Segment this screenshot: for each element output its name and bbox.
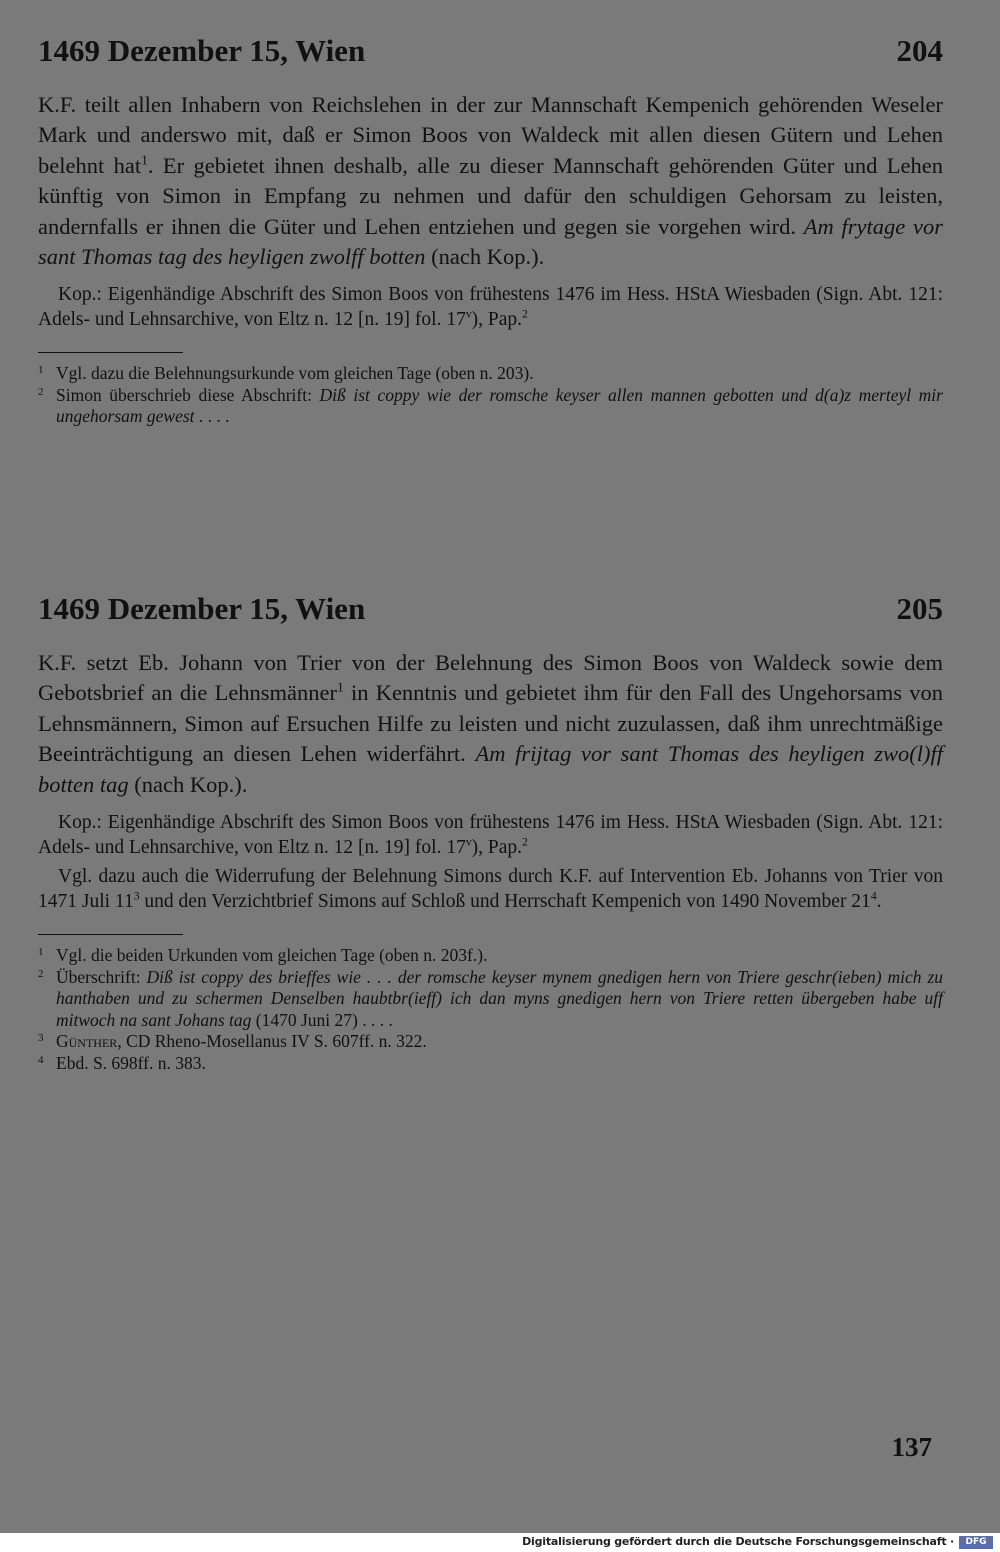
entry-date-place: 1469 Dezember 15, Wien: [38, 33, 366, 68]
footnote-number: 4: [38, 1053, 44, 1066]
footnote-number: 3: [38, 1032, 44, 1045]
footnotes: [38, 363, 943, 428]
footnote-number: 1: [38, 946, 44, 959]
footnote-number: 2: [38, 967, 44, 980]
footnote-ref: 1: [337, 679, 344, 695]
footnote: 1 Vgl. dazu die Belehnungsurkunde vom gleichen Tage (oben n. 203).: [38, 363, 943, 385]
remark-note: Vgl. dazu auch die Widerrufung der Belehnung Simons durch K.F. auf Intervention Eb. Johanns von Trier von 1471 Juli $11^3$ und den Verzichtbrief Simons auf Schloß und Herrschaft Kempenich von 1490 November $21^4$.: [38, 866, 943, 913]
footnote-ref: 2: [522, 835, 528, 849]
footnote-author: Günther: [56, 1031, 118, 1052]
dfg-logo-icon: DFG: [959, 1536, 993, 1549]
source-note: Kop.: Eigenhändige Abschrift des Simon Boos von frühestens 1476 im Hess. HStA Wiesbaden (Sign. Abt. 121: Adels- und Lehnsarchive, von Eltz n. 12 [n. 19] fol. 17$^v$), Pap.$^2$: [38, 284, 943, 331]
regest-text: K.F. teilt allen Inhabern von Reichslehen in der zur Mannschaft Kempenich gehörenden Weseler Mark und anderswo mit, daß er Simon Boos von Waldeck mit allen diesen Gütern und Lehen belehnt hat$^1$. Er gebietet ihnen deshalb, alle zu dieser Mannschaft gehörenden Güter und Lehen künftig von Simon in Empfang zu nehmen und dafür den schuldigen Gehorsam zu leisten, andernfalls er ihnen die Güter und Lehen entziehen und gegen sie vorgehen wird. Am frytage vor sant Thomas tag des heyligen zwolff botten (nach Kop.).: [38, 92, 943, 270]
entry-heading: [38, 588, 943, 630]
regest-dating-clause: Am frytage vor sant Thomas tag des heyligen zwolff botten: [38, 213, 943, 270]
footnote-divider: [38, 352, 183, 353]
entry-number: 204: [896, 33, 943, 68]
footnote-ref: 2: [522, 307, 528, 321]
footnote-number: 1: [38, 364, 44, 377]
footnote: 2 Simon überschrieb diese Abschrift: Diß ist coppy wie der romsche keyser allen mannen gebotten und d(a)z merteyl mir ungehorsam gewest . . . .: [38, 385, 943, 428]
regest-dating-clause: Am frijtag vor sant Thomas des heyligen zwo(l)ff botten tag: [38, 741, 943, 797]
source-note: Kop.: Eigenhändige Abschrift des Simon Boos von frühestens 1476 im Hess. HStA Wiesbaden (Sign. Abt. 121: Adels- und Lehnsarchive, von Eltz n. 12 [n. 19] fol. 17$^v$), Pap.$^2$: [38, 812, 943, 859]
footer-bar: [0, 1533, 1000, 1552]
footnote-ref: 4: [870, 889, 877, 903]
footnote: 3 Günther, CD Rheno-Mosellanus IV S. 607ff. n. 322.: [38, 1031, 943, 1053]
entry-205: [38, 588, 943, 1074]
footnote-ref: 3: [133, 889, 140, 903]
entry-date-place: 1469 Dezember 15, Wien: [38, 591, 366, 626]
footer-credit: Digitalisierung gefördert durch die Deutsche Forschungsgemeinschaft ·: [522, 1535, 954, 1548]
page-number: 137: [891, 1432, 932, 1462]
entry-204: [38, 30, 943, 428]
entry-number: 205: [896, 591, 943, 626]
footnote: 2 Überschrift: Diß ist coppy des brieffes wie . . . der romsche keyser mynem gnedigen hern von Triere geschr(ieben) mich zu hanthaben und zu schermen Denselben haubtbr(ieff) ich dan myns gnedigen hern von Triere retten übergeben habe uff mitwoch na sant Johans tag (1470 Juni 27) . . . .: [38, 967, 943, 1032]
footnote-divider: [38, 934, 183, 935]
footnote-ref: 1: [141, 152, 148, 168]
footnote: 4 Ebd. S. 698ff. n. 383.: [38, 1053, 943, 1075]
footnotes: [38, 945, 943, 1074]
regest-text: K.F. setzt Eb. Johann von Trier von der Belehnung des Simon Boos von Waldeck sowie dem Gebotsbrief an die Lehnsmänner$^1$ in Kenntnis und gebietet ihm für den Fall des Ungehorsams von Lehnsmännern, Simon auf Ersuchen Hilfe zu leisten und nicht zuzulassen, daß ihm unrechtmäßige Beeinträchtigung an diesen Lehen widerfährt. Am frijtag vor sant Thomas des heyligen zwo(l)ff botten tag (nach Kop.).: [38, 650, 943, 797]
footnote-number: 2: [38, 385, 44, 398]
footnote: 1 Vgl. die beiden Urkunden vom gleichen Tage (oben n. 203f.).: [38, 945, 943, 967]
entry-heading: [38, 30, 943, 72]
